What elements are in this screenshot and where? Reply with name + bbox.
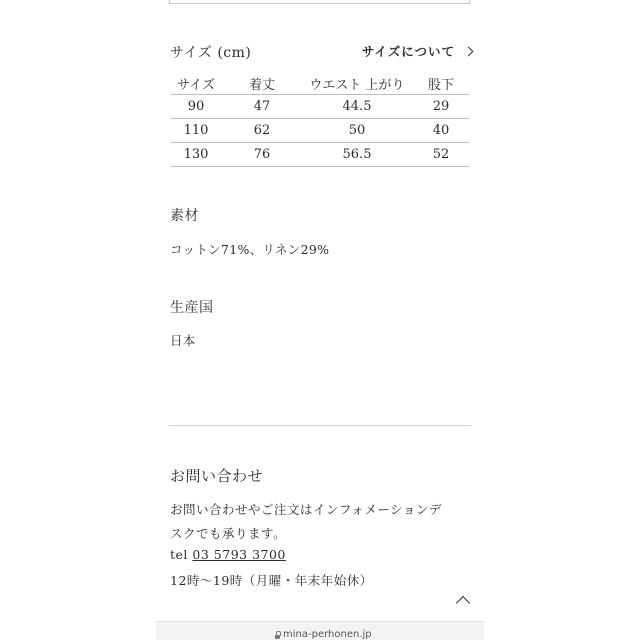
- contact-tel: [170, 547, 286, 562]
- size-table-cell: 76: [222, 143, 302, 167]
- size-table-cell: 130: [170, 143, 222, 167]
- contact-heading: お問い合わせ: [170, 467, 264, 485]
- contact-hours: 12時〜19時（月曜・年末年始休）: [170, 573, 373, 588]
- size-table-header-row: [170, 73, 470, 95]
- tel-prefix: tel: [170, 547, 193, 562]
- size-guide-link[interactable]: [362, 42, 472, 60]
- size-table-cell: 90: [170, 95, 222, 119]
- origin-heading: 生産国: [170, 300, 214, 316]
- contact-description-line-1: お問い合わせやご注文はインフォメーションデ: [170, 502, 442, 517]
- size-guide-link-label: サイズについて: [361, 44, 455, 59]
- origin-value: 日本: [170, 333, 196, 348]
- material-heading: 素材: [170, 208, 199, 224]
- browser-url[interactable]: [275, 629, 372, 641]
- size-section-header: [170, 42, 472, 62]
- size-table-header-cell: 股下: [412, 73, 470, 95]
- previous-section-frame: [169, 0, 470, 4]
- lock-icon: [275, 635, 280, 639]
- size-table-cell: 62: [222, 119, 302, 143]
- size-table-cell: 50: [302, 119, 412, 143]
- size-table-header-cell: 着丈: [222, 73, 302, 95]
- size-table-row: [170, 95, 470, 119]
- chevron-up-icon[interactable]: [456, 596, 470, 610]
- size-table-cell: 110: [170, 119, 222, 143]
- size-table: [170, 73, 470, 167]
- size-table-cell: 40: [412, 119, 470, 143]
- size-table-row: [170, 119, 470, 143]
- size-table-cell: 47: [222, 95, 302, 119]
- size-table-header-cell: サイズ: [170, 73, 222, 95]
- size-table-row: [170, 143, 470, 167]
- chevron-right-icon: [464, 46, 474, 56]
- size-table-cell: 44.5: [302, 95, 412, 119]
- size-table-cell: 52: [412, 143, 470, 167]
- contact-description-line-2: スクでも承ります。: [170, 526, 287, 541]
- size-table-header-cell: ウエスト 上がり: [302, 73, 412, 95]
- section-divider: [169, 425, 471, 426]
- size-table-cell: 56.5: [302, 143, 412, 167]
- size-table-cell: 29: [412, 95, 470, 119]
- material-value: コットン71%、リネン29%: [170, 242, 330, 257]
- browser-url-text: mina-perhonen.jp: [283, 629, 372, 640]
- tel-number-link[interactable]: 03 5793 3700: [192, 547, 286, 562]
- size-section-title: サイズ (cm): [170, 45, 252, 61]
